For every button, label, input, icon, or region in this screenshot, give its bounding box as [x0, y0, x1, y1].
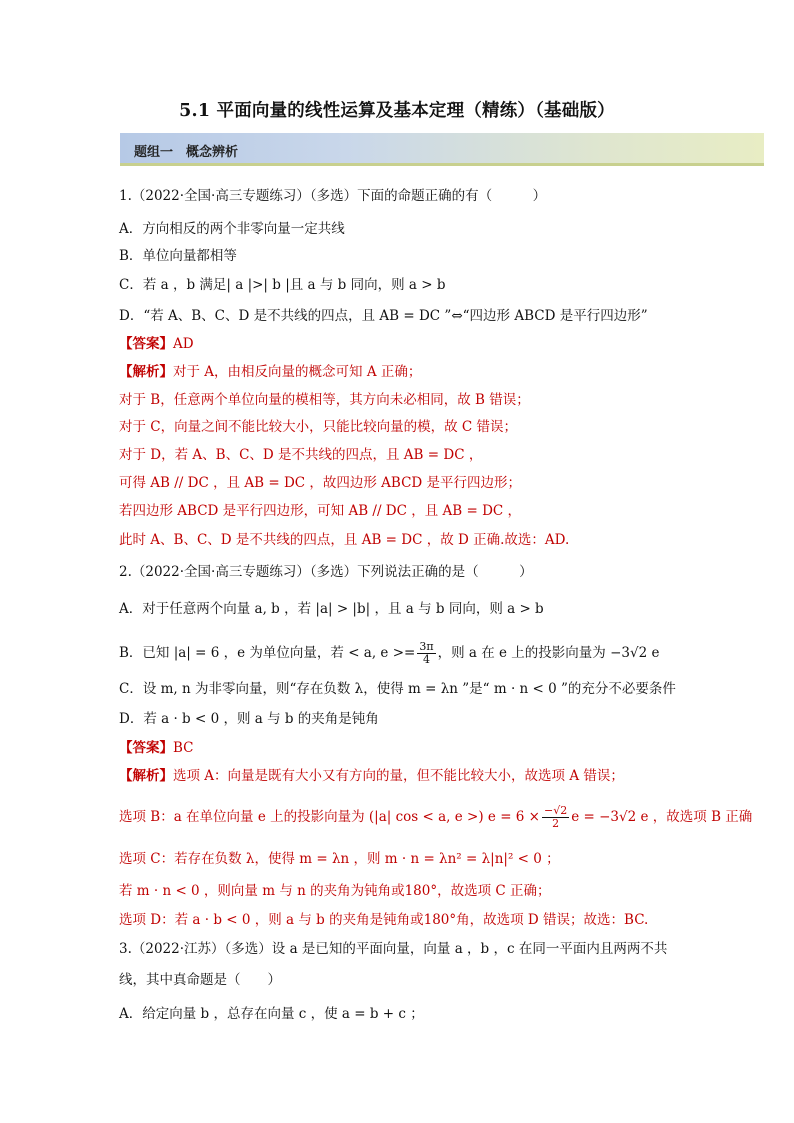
page-title: 5.1 平面向量的线性运算及基本定理（精练）（基础版） — [179, 101, 615, 121]
q1-analysis-6: 若四边形 ABCD 是平行四边形，可知 AB // DC ，且 AB = DC ， — [119, 503, 522, 519]
q2-stem: 2.（2022·全国·高三专题练习）（多选）下列说法正确的是（ ） — [119, 564, 533, 580]
q2-answer — [119, 739, 194, 757]
q2-analysis-2-fraction — [542, 805, 569, 830]
section-label: 题组一 概念辨析 — [134, 145, 239, 160]
q1-answer-value: AD — [173, 336, 194, 352]
q1-option-a: A．方向相反的两个非零向量一定共线 — [119, 221, 345, 237]
q2-analysis-2-num: −√2 — [544, 804, 568, 817]
q1-analysis-5: 可得 AB // DC ，且 AB = DC ，故四边形 ABCD 是平行四边形； — [119, 475, 522, 491]
section-banner — [120, 133, 764, 166]
q3-stem-1: 3.（2022·江苏）（多选）设 a 是已知的平面向量，向量 a ，b ，c 在同一平面内且两两不共 — [119, 941, 668, 957]
q2-option-b-pre: B．已知 |a| = 6 ，e 为单位向量，若 < a, e >= — [119, 645, 416, 661]
q1-option-b: B．单位向量都相等 — [119, 248, 237, 264]
q1-analysis-tag: 【解析】 — [119, 364, 173, 380]
q2-answer-tag: 【答案】 — [119, 740, 173, 756]
q2-analysis-text-1: 选项 A：向量是既有大小又有方向的量，但不能比较大小，故选项 A 错误； — [173, 768, 624, 784]
q1-option-c: C．若 a ，b 满足| a |>| b |且 a 与 b 同向，则 a > b — [119, 277, 446, 293]
q3-option-a: A．给定向量 b ，总存在向量 c ，使 a = b + c ； — [119, 1006, 424, 1022]
q1-analysis-7: 此时 A、B、C、D 是不共线的四点，且 AB = DC ，故 D 正确.故选：AD. — [119, 532, 570, 548]
q2-option-b-fraction — [417, 641, 435, 666]
q2-analysis-1 — [119, 767, 624, 785]
q2-answer-value: BC — [173, 740, 194, 756]
q2-analysis-2-post: e = −3√2 e ，故选项 B 正确 — [571, 809, 753, 825]
q2-option-b-den: 4 — [422, 653, 430, 666]
q1-analysis-4: 对于 D，若 A、B、C、D 是不共线的四点，且 AB = DC ， — [119, 447, 483, 463]
q3-stem-2: 线，其中真命题是（ ） — [119, 972, 281, 988]
q1-answer — [119, 335, 194, 353]
q1-analysis-2: 对于 B，任意两个单位向量的模相等，其方向未必相同，故 B 错误； — [119, 392, 530, 408]
q2-analysis-tag: 【解析】 — [119, 768, 173, 784]
q2-analysis-3: 选项 C：若存在负数 λ，使得 m = λn ，则 m · n = λn² = λ|n|² < 0 ； — [119, 851, 560, 867]
q2-analysis-4: 若 m · n < 0 ，则向量 m 与 n 的夹角为钝角或180°，故选项 C 正确； — [119, 883, 551, 899]
q2-option-b-post: ，则 a 在 e 上的投影向量为 −3√2 e — [437, 645, 660, 661]
q1-option-d: D．“若 A、B、C、D 是不共线的四点，且 AB = DC ”⇔“四边形 ABCD 是平行四边形” — [119, 308, 648, 324]
q2-analysis-2 — [119, 805, 752, 830]
q1-stem: 1.（2022·全国·高三专题练习）（多选）下面的命题正确的有（ ） — [119, 188, 547, 204]
q2-option-a: A．对于任意两个向量 a, b ，若 |a| > |b| ，且 a 与 b 同向，则 a > b — [119, 601, 544, 617]
q2-option-b-num: 3π — [419, 640, 434, 653]
q2-analysis-2-pre: 选项 B：a 在单位向量 e 上的投影向量为 (|a| cos < a, e >) e = 6 × — [119, 809, 540, 825]
q1-analysis-text-1: 对于 A，由相反向量的概念可知 A 正确； — [173, 364, 422, 380]
q2-option-d: D．若 a · b < 0 ，则 a 与 b 的夹角是钝角 — [119, 711, 379, 727]
q1-answer-tag: 【答案】 — [119, 336, 173, 352]
q1-analysis-3: 对于 C，向量之间不能比较大小，只能比较向量的模，故 C 错误； — [119, 419, 518, 435]
q2-analysis-2-den: 2 — [552, 817, 560, 830]
q2-analysis-5: 选项 D：若 a · b < 0 ，则 a 与 b 的夹角是钝角或180°角，故选项 D 错误；故选：BC. — [119, 912, 649, 928]
q1-analysis-1 — [119, 363, 421, 381]
q2-option-b — [119, 641, 659, 666]
q2-option-c: C．设 m, n 为非零向量，则“存在负数 λ，使得 m = λn ”是“ m · n < 0 ”的充分不必要条件 — [119, 681, 676, 697]
